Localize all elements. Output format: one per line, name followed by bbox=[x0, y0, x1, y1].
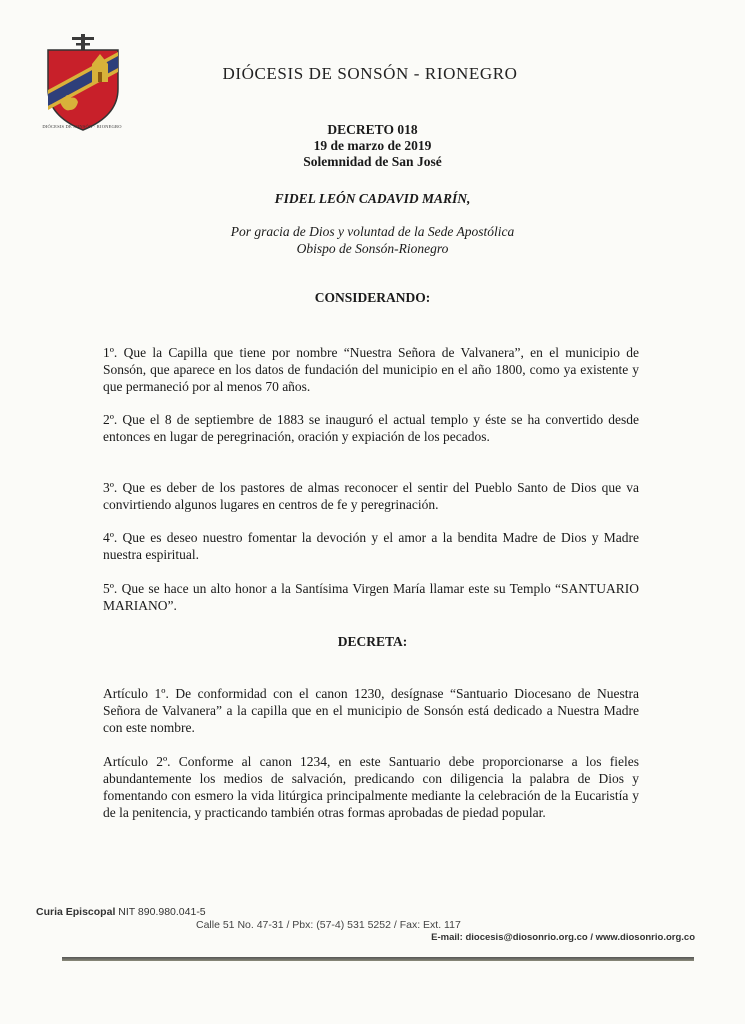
footer-nit: NIT 890.980.041-5 bbox=[118, 906, 206, 918]
decree-number: DECRETO 018 bbox=[327, 122, 418, 137]
bishop-title bbox=[0, 223, 745, 257]
diocese-crest-icon bbox=[38, 34, 128, 134]
considerando-item-3: 3º. Que es deber de los pastores de almas reconocer el sentir del Pueblo Santo de Dios que va convirtiendo algunos lugares en centros de fe y peregrinación. bbox=[103, 480, 639, 512]
considerando-item-4: 4º. Que es deseo nuestro fomentar la devoción y el amor a la bendita Madre de Dios y Madre nuestra espiritual. bbox=[103, 530, 639, 562]
crest-caption: DIÓCESIS DE SONSÓN · RIONEGRO bbox=[42, 124, 122, 129]
bishop-name: FIDEL LEÓN CADAVID MARÍN, bbox=[274, 191, 471, 206]
decree-occasion: Solemnidad de San José bbox=[303, 154, 442, 169]
considerando-item-2: 2º. Que el 8 de septiembre de 1883 se inauguró el actual templo y éste se ha convertido desde entonces en lugar de peregrinación, oración y expiación de los pecados. bbox=[103, 412, 639, 444]
footer-office: Curia Episcopal bbox=[36, 906, 116, 918]
grace-line-1: Por gracia de Dios y voluntad de la Sede Apostólica bbox=[230, 224, 515, 239]
grace-line-2: Obispo de Sonsón-Rionegro bbox=[296, 241, 449, 256]
footer-office-line bbox=[36, 906, 206, 918]
considerando-item-1: 1º. Que la Capilla que tiene por nombre “Nuestra Señora de Valvanera”, en el municipio de Sonsón, que aparece en los datos de fundación del municipio en el año 1800, como ya existente y que permaneció por al menos 70 años. bbox=[103, 345, 639, 394]
considerando-heading: CONSIDERANDO: bbox=[314, 290, 431, 305]
diocese-title: DIÓCESIS DE SONSÓN - RIONEGRO bbox=[222, 64, 518, 83]
article-1: Artículo 1º. De conformidad con el canon 1230, desígnase “Santuario Diocesano de Nuestra Señora de Valvanera” a la capilla que en el municipio de Sonsón está dedicado a Nuestra Madre con este nombre. bbox=[103, 686, 639, 735]
footer-address: Calle 51 No. 47-31 / Pbx: (57-4) 531 5252 / Fax: Ext. 117 bbox=[196, 919, 461, 931]
decree-heading bbox=[0, 122, 745, 170]
footer-contact: E-mail: diocesis@diosonrio.org.co / www.diosonrio.org.co bbox=[431, 932, 695, 943]
considerando-item-5: 5º. Que se hace un alto honor a la Santísima Virgen María llamar este su Templo “SANTUARIO MARIANO”. bbox=[103, 581, 639, 613]
article-2: Artículo 2º. Conforme al canon 1234, en este Santuario debe proporcionarse a los fieles abundantemente los medios de salvación, predicando con diligencia la palabra de Dios y fomentando con esmero la vida litúrgica principalmente mediante la celebración de la Eucaristía y de la penitencia, y practicando también otras formas aprobadas de piedad popular. bbox=[103, 754, 639, 820]
footer-rule bbox=[62, 957, 694, 961]
decreta-heading: DECRETA: bbox=[337, 634, 408, 649]
decree-date: 19 de marzo de 2019 bbox=[313, 138, 432, 153]
